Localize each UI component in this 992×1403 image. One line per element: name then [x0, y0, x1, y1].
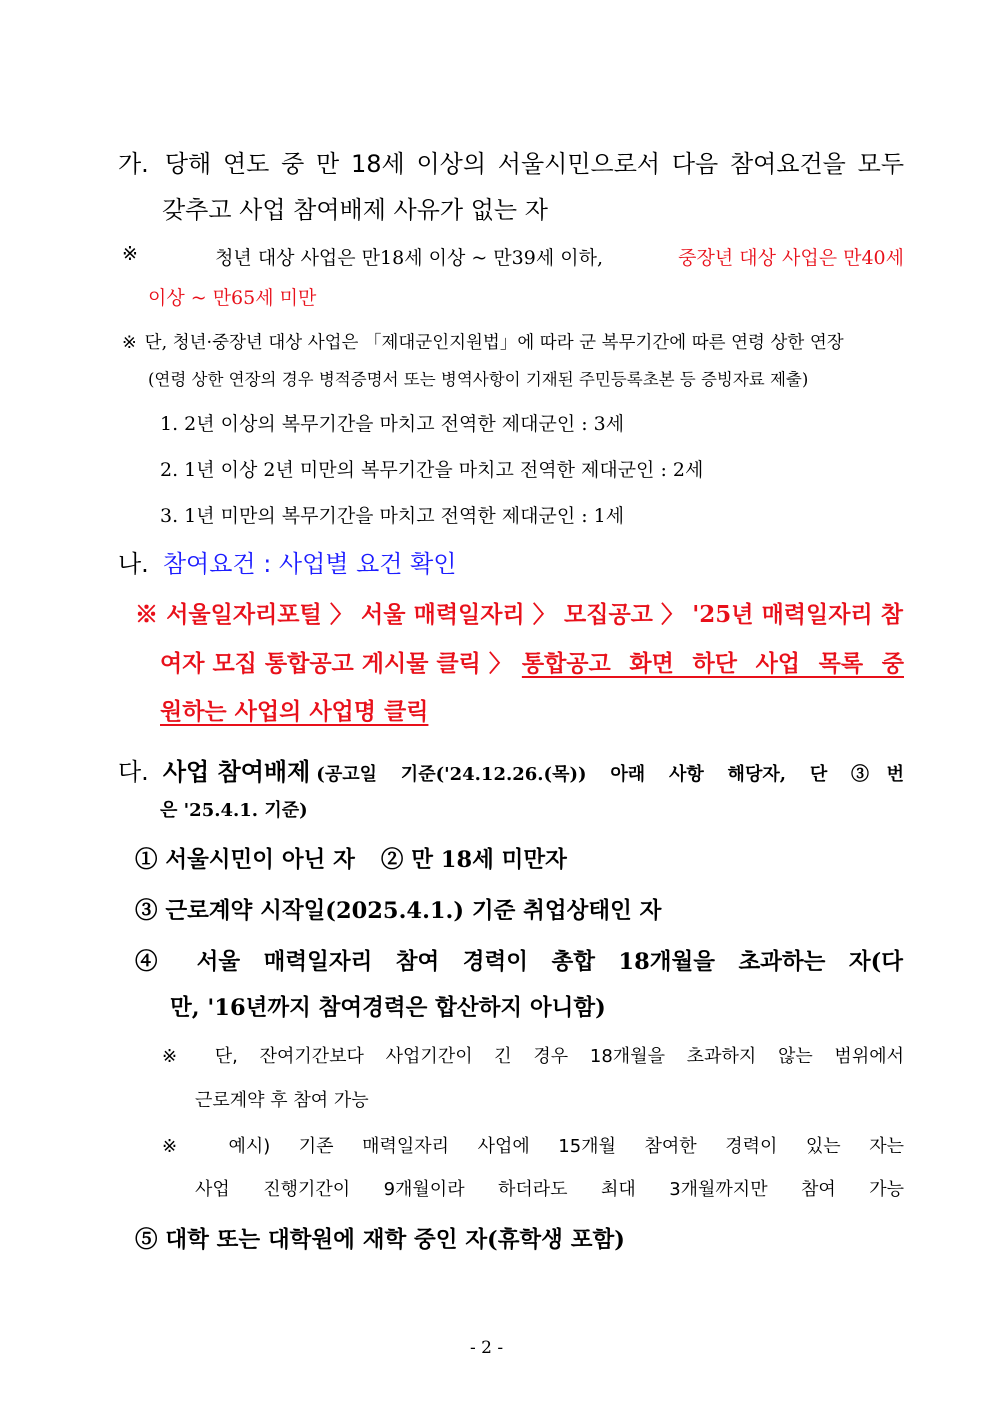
- path-note-line2a: 여자 모집 통합공고 게시물 클릭 〉: [160, 650, 512, 677]
- sec-da-marker: 다.: [118, 758, 149, 786]
- military-item-1: 1. 2년 이상의 복무기간을 마치고 전역한 제대군인 : 3세: [160, 413, 625, 435]
- note-military-marker: ※: [122, 333, 137, 353]
- sec-ga-line1: [118, 144, 904, 179]
- sec-da-detail2: 은 '25.4.1. 기준): [160, 800, 308, 821]
- sec-ga-line2: 갖추고 사업 참여배제 사유가 없는 자: [162, 196, 548, 224]
- exclusion-5: ⑤ 대학 또는 대학원에 재학 중인 자(휴학생 포함): [135, 1227, 625, 1253]
- exclusion-3: ③ 근로계약 시작일(2025.4.1.) 기준 취업상태인 자: [135, 898, 662, 924]
- military-item-3: 3. 1년 미만의 복무기간을 마치고 전역한 제대군인 : 1세: [160, 505, 625, 527]
- sec-da-line1: [118, 752, 904, 787]
- note-age-black: 청년 대상 사업은 만18세 이상 ~ 만39세 이하,: [215, 247, 603, 269]
- path-note-line3: 원하는 사업의 사업명 클릭: [160, 698, 429, 725]
- sec-na-marker: 나.: [118, 550, 149, 578]
- note-age-line1: [122, 243, 904, 270]
- sec-na: [118, 544, 456, 579]
- path-note-line2: [160, 645, 904, 678]
- exclusion-row-1: [135, 842, 567, 874]
- exclusion-note1-line2: 근로계약 후 참여 가능: [195, 1090, 369, 1111]
- sec-ga-text1: 당해 연도 중 만 18세 이상의 서울시민으로서 다음 참여요건을 모두: [164, 150, 904, 178]
- exclusion-2: ② 만 18세 미만자: [380, 847, 567, 873]
- sec-ga-marker: 가.: [118, 150, 149, 178]
- note-age-red1: 중장년 대상 사업은 만40세: [678, 247, 904, 269]
- note-military-text: 단, 청년·중장년 대상 사업은 「제대군인지원법」에 따라 군 복무기간에 따른 연령 상한 연장: [144, 333, 844, 353]
- sec-na-text: 참여요건 : 사업별 요건 확인: [162, 550, 457, 578]
- sec-da-title: 사업 참여배제: [162, 758, 311, 786]
- path-note-line2b: 통합공고 화면 하단 사업 목록 중: [521, 650, 904, 677]
- note-age-red2: 이상 ~ 만65세 미만: [148, 287, 317, 309]
- note-age-marker: ※: [122, 243, 138, 265]
- exclusion-note2-line2: 사업 진행기간이 9개월이라 하더라도 최대 3개월까지만 참여 가능: [195, 1179, 904, 1200]
- note-military-sub: (연령 상한 연장의 경우 병적증명서 또는 병역사항이 기재된 주민등록초본 등 증빙자료 제출): [148, 370, 809, 389]
- exclusion-4-line2: 만, '16년까지 참여경력은 합산하지 아니함): [170, 995, 606, 1021]
- exclusion-4-line1: ④ 서울 매력일자리 참여 경력이 총합 18개월을 초과하는 자(다: [135, 949, 903, 975]
- page-number: - 2 -: [470, 1338, 504, 1358]
- military-item-2: 2. 1년 이상 2년 미만의 복무기간을 마치고 전역한 제대군인 : 2세: [160, 459, 704, 481]
- path-note-line1: ※ 서울일자리포털 〉 서울 매력일자리 〉 모집공고 〉 '25년 매력일자리 참: [135, 601, 903, 628]
- exclusion-note2-line1: ※ 예시) 기존 매력일자리 사업에 15개월 참여한 경력이 있는 자는: [162, 1136, 904, 1157]
- sec-da-detail: (공고일 기준('24.12.26.(목)) 아래 사항 해당자, 단 ③번: [316, 764, 904, 785]
- note-military-line: [122, 329, 844, 354]
- exclusion-1: ① 서울시민이 아닌 자: [135, 847, 355, 873]
- exclusion-note1-line1: ※ 단, 잔여기간보다 사업기간이 긴 경우 18개월을 초과하지 않는 범위에서: [162, 1046, 904, 1067]
